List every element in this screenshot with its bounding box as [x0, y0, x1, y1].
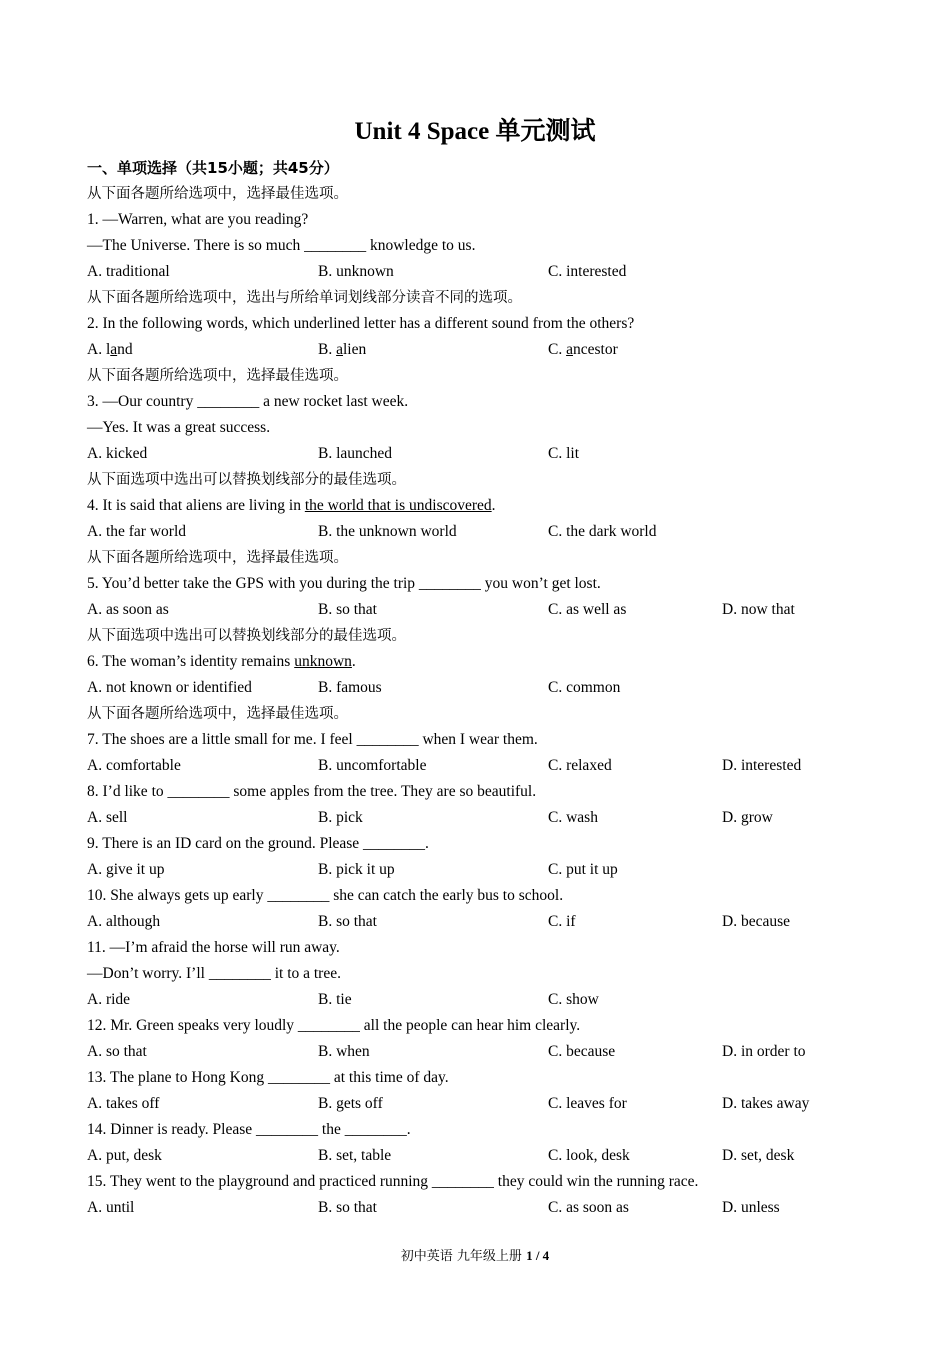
instruction: 从下面各题所给选项中，选择最佳选项。	[87, 550, 348, 566]
option-b[interactable]: B. when	[318, 1043, 370, 1060]
answer-options	[87, 909, 887, 935]
answer-options	[87, 805, 887, 831]
option-b[interactable]: B. launched	[318, 445, 393, 462]
option-b[interactable]: B. gets off	[318, 1095, 383, 1112]
option-d[interactable]: D. grow	[722, 809, 773, 826]
option-c[interactable]: C. common	[548, 679, 621, 696]
question-stem: 14. Dinner is ready. Please ________ the ________.	[87, 1121, 411, 1138]
stem-punctuation: .	[351, 653, 356, 670]
option-c[interactable]: C. lit	[548, 445, 580, 462]
question-stem: 12. Mr. Green speaks very loudly ________ all the people can hear him clearly.	[87, 1017, 581, 1034]
option-c[interactable]: C. the dark world	[548, 523, 657, 540]
option-a[interactable]: A. kicked	[87, 445, 148, 462]
question-list	[87, 181, 887, 1221]
answer-options	[87, 259, 887, 285]
option-a[interactable]: A. as soon as	[87, 601, 169, 618]
option-b[interactable]: B. so that	[318, 913, 377, 930]
answer-options	[87, 857, 887, 883]
option-a[interactable]: A. comfortable	[87, 757, 181, 774]
option-d[interactable]: D. unless	[722, 1199, 780, 1216]
instruction: 从下面各题所给选项中，选出与所给单词划线部分读音不同的选项。	[87, 290, 522, 306]
option-b[interactable]: B. pick it up	[318, 861, 395, 878]
option-b[interactable]: B. uncomfortable	[318, 757, 427, 774]
option-b[interactable]: B. unknown	[318, 263, 394, 280]
option-d[interactable]: D. interested	[722, 757, 802, 774]
answer-options	[87, 441, 887, 467]
option-b[interactable]: B. set, table	[318, 1147, 392, 1164]
option-a[interactable]: A. sell	[87, 809, 128, 826]
option-d[interactable]: D. takes away	[722, 1095, 810, 1112]
question-stem: 13. The plane to Hong Kong ________ at this time of day.	[87, 1069, 449, 1086]
instruction: 从下面各题所给选项中，选择最佳选项。	[87, 706, 348, 722]
answer-options	[87, 1143, 887, 1169]
option-b[interactable]	[318, 337, 366, 363]
answer-options	[87, 1039, 887, 1065]
question-stem: 9. There is an ID card on the ground. Please ________.	[87, 835, 429, 852]
stem-punctuation: .	[491, 497, 496, 514]
instruction: 从下面各题所给选项中，选择最佳选项。	[87, 186, 348, 202]
underlined-phrase: the world that is undiscovered	[304, 497, 492, 514]
answer-options	[87, 519, 887, 545]
underlined-letter: a	[566, 341, 573, 358]
question-stem: 10. She always gets up early ________ she can catch the early bus to school.	[87, 887, 564, 904]
answer-options	[87, 987, 887, 1013]
option-a[interactable]: A. so that	[87, 1043, 147, 1060]
option-c[interactable]: C. interested	[548, 263, 627, 280]
option-d[interactable]: D. set, desk	[722, 1147, 795, 1164]
option-prefix: A. l	[87, 341, 111, 358]
option-a[interactable]: A. traditional	[87, 263, 170, 280]
option-a[interactable]: A. give it up	[87, 861, 165, 878]
option-c[interactable]: C. because	[548, 1043, 616, 1060]
answer-options	[87, 597, 887, 623]
question-stem: 3. —Our country ________ a new rocket last week.	[87, 393, 409, 410]
page-number: 1 / 4	[526, 1248, 550, 1263]
question-stem	[87, 493, 887, 519]
underlined-letter: a	[336, 341, 343, 358]
answer-options	[87, 675, 887, 701]
instruction: 从下面选项中选出可以替换划线部分的最佳选项。	[87, 628, 406, 644]
option-a[interactable]: A. although	[87, 913, 161, 930]
option-c[interactable]: C. put it up	[548, 861, 618, 878]
instruction: 从下面选项中选出可以替换划线部分的最佳选项。	[87, 472, 406, 488]
option-c[interactable]: C. if	[548, 913, 576, 930]
option-b[interactable]: B. pick	[318, 809, 363, 826]
underlined-letter: a	[110, 341, 118, 358]
option-b[interactable]: B. the unknown world	[318, 523, 457, 540]
question-stem: 1. —Warren, what are you reading?	[87, 211, 309, 228]
question-stem: 5. You’d better take the GPS with you during the trip ________ you won’t get lost.	[87, 575, 601, 592]
footer-label: 初中英语 九年级上册	[400, 1249, 527, 1264]
option-suffix: lien	[342, 341, 367, 358]
question-stem: 7. The shoes are a little small for me. I feel ________ when I wear them.	[87, 731, 538, 748]
option-d[interactable]: D. now that	[722, 601, 795, 618]
option-d[interactable]: D. in order to	[722, 1043, 806, 1060]
answer-options	[87, 1091, 887, 1117]
option-c[interactable]: C. show	[548, 991, 599, 1008]
page-footer	[0, 1245, 950, 1268]
question-stem: 2. In the following words, which underlined letter has a different sound from the others?	[87, 315, 635, 332]
question-stem-line2: —The Universe. There is so much ________ knowledge to us.	[87, 237, 476, 254]
option-prefix: B.	[318, 341, 337, 358]
option-c[interactable]: C. leaves for	[548, 1095, 627, 1112]
answer-options	[87, 1195, 887, 1221]
answer-options	[87, 753, 887, 779]
question-stem	[87, 649, 887, 675]
option-a[interactable]: A. takes off	[87, 1095, 160, 1112]
option-b[interactable]: B. tie	[318, 991, 352, 1008]
question-stem-line2: —Don’t worry. I’ll ________ it to a tree.	[87, 965, 341, 982]
option-a[interactable]: A. ride	[87, 991, 131, 1008]
option-a[interactable]: A. not known or identified	[87, 679, 252, 696]
option-b[interactable]: B. so that	[318, 601, 377, 618]
question-stem-line2: —Yes. It was a great success.	[87, 419, 271, 436]
question-stem: 15. They went to the playground and practiced running ________ they could win the running race.	[87, 1173, 699, 1190]
question-stem: 8. I’d like to ________ some apples from the tree. They are so beautiful.	[87, 783, 537, 800]
answer-options	[87, 337, 887, 363]
option-c[interactable]: C. relaxed	[548, 757, 612, 774]
option-c[interactable]: C. as soon as	[548, 1199, 629, 1216]
option-c[interactable]	[548, 337, 618, 363]
option-d[interactable]: D. because	[722, 913, 790, 930]
section-heading: 一、单项选择（共15小题；共45分）	[87, 159, 339, 177]
option-a[interactable]: A. until	[87, 1199, 135, 1216]
option-a[interactable]	[87, 337, 133, 363]
option-b[interactable]: B. famous	[318, 679, 382, 696]
option-c[interactable]: C. as well as	[548, 601, 627, 618]
underlined-phrase: unknown	[294, 653, 352, 670]
page-title: Unit 4 Space 单元测试	[354, 118, 596, 145]
option-prefix: C.	[548, 341, 567, 358]
option-a[interactable]: A. put, desk	[87, 1147, 162, 1164]
option-c[interactable]: C. look, desk	[548, 1147, 630, 1164]
stem-text: 4. It is said that aliens are living in	[87, 497, 305, 514]
option-a[interactable]: A. the far world	[87, 523, 186, 540]
instruction: 从下面各题所给选项中，选择最佳选项。	[87, 368, 348, 384]
option-c[interactable]: C. wash	[548, 809, 598, 826]
option-suffix: nd	[117, 341, 133, 358]
question-stem: 11. —I’m afraid the horse will run away.	[87, 939, 340, 956]
stem-text: 6. The woman’s identity remains	[87, 653, 295, 670]
option-b[interactable]: B. so that	[318, 1199, 377, 1216]
option-suffix: ncestor	[572, 341, 618, 358]
